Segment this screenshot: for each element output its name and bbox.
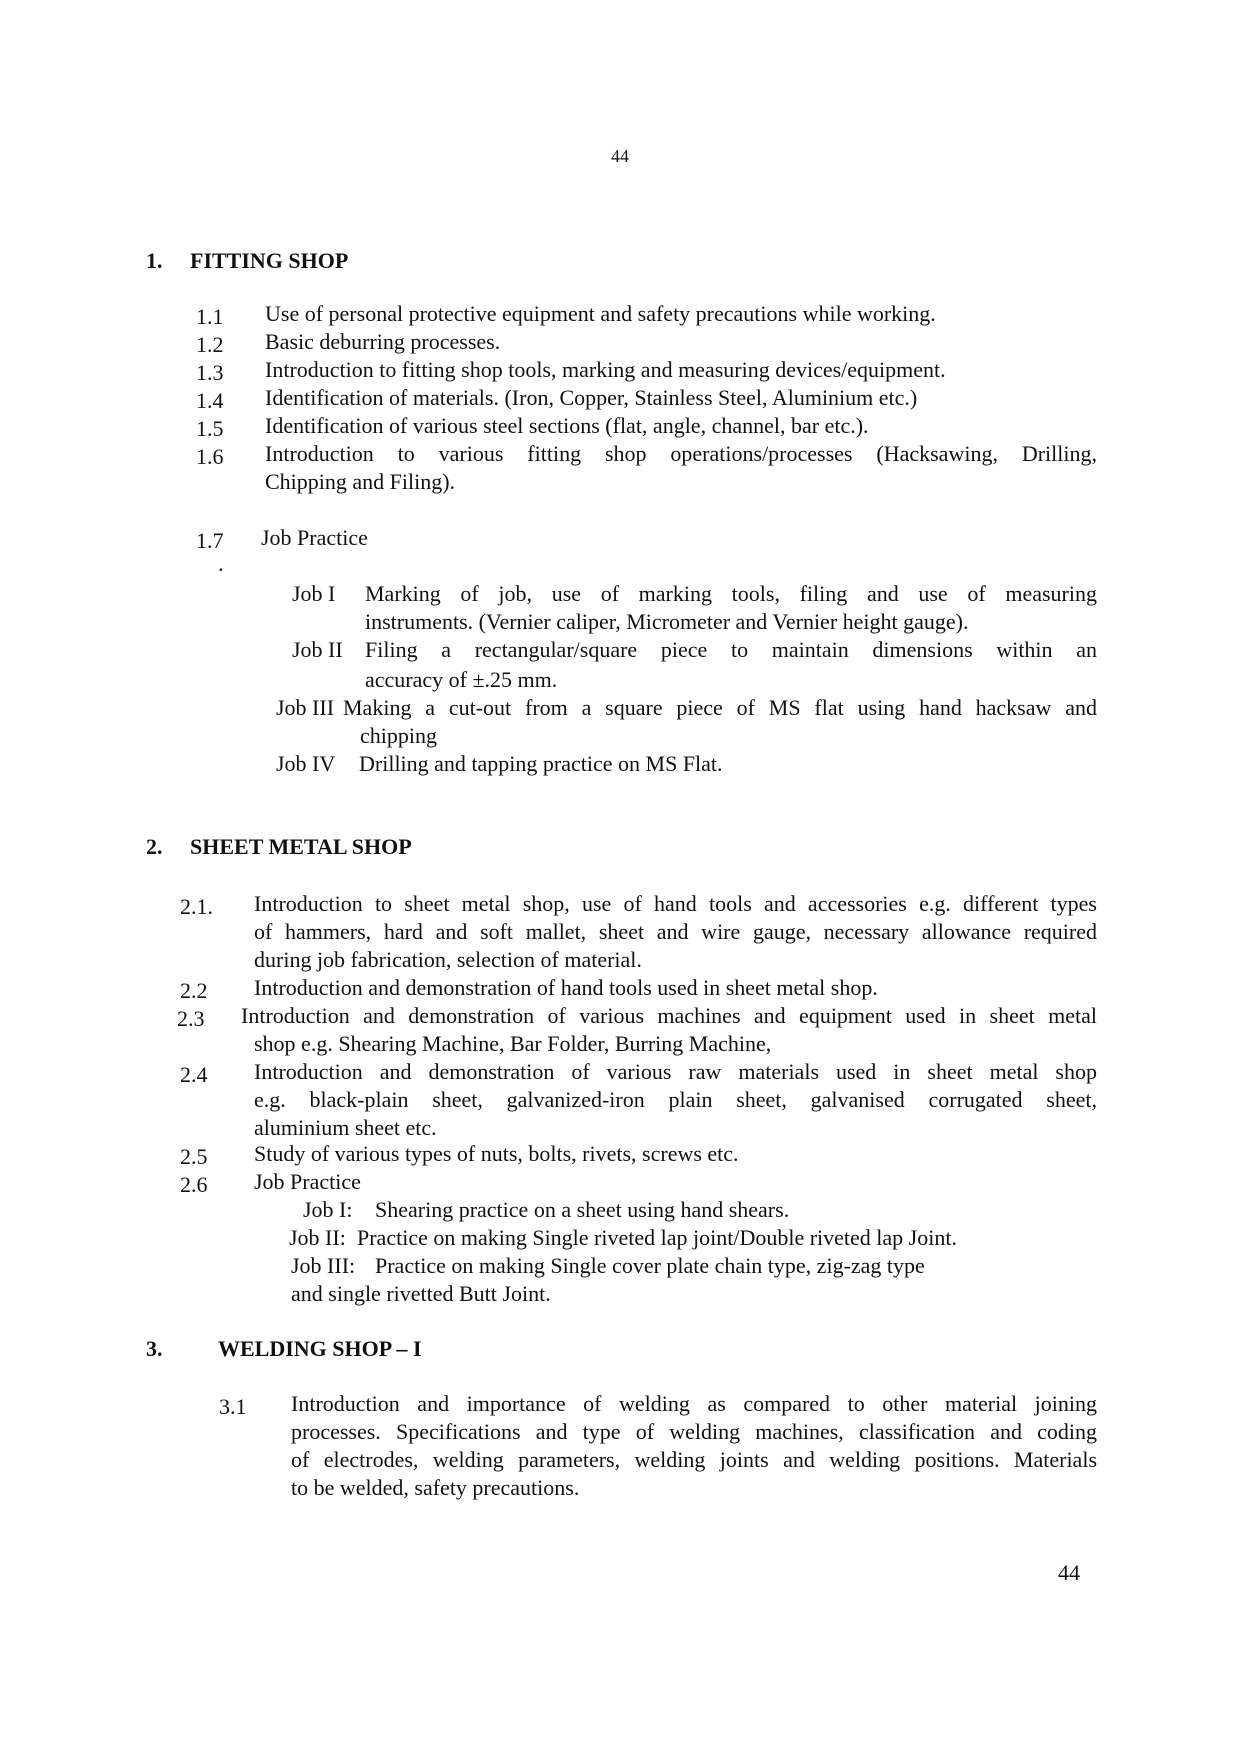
item-2-1-line2: of hammers, hard and soft mallet, sheet and wire gauge, necessary allowance required <box>254 919 1097 944</box>
item-2-4-line2: e.g. black-plain sheet, galvanized-iron plain sheet, galvanised corrugated sheet, <box>254 1087 1097 1112</box>
job-4-label: Job IV <box>276 751 336 776</box>
sheet-job-1-text: Shearing practice on a sheet using hand shears. <box>375 1197 790 1222</box>
section-3-title: WELDING SHOP – I <box>218 1336 422 1361</box>
item-3-1-line3: of electrodes, welding parameters, welding joints and welding positions. Materials <box>291 1447 1097 1472</box>
section-2-number: 2. <box>146 834 163 859</box>
item-1-4-number: 1.4 <box>196 388 224 413</box>
item-1-3-text: Introduction to fitting shop tools, marking and measuring devices/equipment. <box>265 357 946 382</box>
job-2-label: Job II <box>292 637 343 662</box>
item-1-5-text: Identification of various steel sections (flat, angle, channel, bar etc.). <box>265 413 869 438</box>
item-2-4-number: 2.4 <box>180 1062 208 1087</box>
item-1-3-number: 1.3 <box>196 360 224 385</box>
item-1-4-text: Identification of materials. (Iron, Copper, Stainless Steel, Aluminium etc.) <box>265 385 918 410</box>
job-3-line1: Making a cut-out from a square piece of MS flat using hand hacksaw and <box>343 695 1097 720</box>
item-2-5-line1: Study of various types of nuts, bolts, rivets, screws etc. <box>254 1141 739 1166</box>
item-1-7-number: 1.7 <box>196 528 224 553</box>
item-1-5-number: 1.5 <box>196 416 224 441</box>
sheet-job-2-text: Practice on making Single riveted lap joint/Double riveted lap Joint. <box>357 1225 957 1250</box>
sheet-job-2-label: Job II: <box>289 1225 346 1250</box>
item-1-1-text: Use of personal protective equipment and safety precautions while working. <box>265 301 936 326</box>
item-2-6-line1: Job Practice <box>254 1169 361 1194</box>
item-1-2-number: 1.2 <box>196 332 224 357</box>
sheet-job-1-label: Job I: <box>303 1197 353 1222</box>
item-3-1-line4: to be welded, safety precautions. <box>291 1475 580 1500</box>
item-2-1-line1: Introduction to sheet metal shop, use of hand tools and accessories e.g. different types <box>254 891 1097 916</box>
item-2-3-line1: Introduction and demonstration of various machines and equipment used in sheet metal <box>241 1003 1097 1028</box>
section-1-number: 1. <box>146 248 163 273</box>
item-1-2-text: Basic deburring processes. <box>265 329 501 354</box>
item-2-1-line3: during job fabrication, selection of material. <box>254 947 642 972</box>
job-1-line1: Marking of job, use of marking tools, filing and use of measuring <box>365 581 1097 606</box>
section-1-title: FITTING SHOP <box>190 248 349 273</box>
page-number-bottom: 44 <box>1058 1560 1080 1585</box>
item-2-5-number: 2.5 <box>180 1144 208 1169</box>
job-1-line2: instruments. (Vernier caliper, Micrometer and Vernier height gauge). <box>365 609 969 634</box>
section-2-title: SHEET METAL SHOP <box>190 834 412 859</box>
page-number-top: 44 <box>611 146 629 166</box>
item-3-1-number: 3.1 <box>219 1394 247 1419</box>
job-3-label: Job III <box>276 695 335 720</box>
item-2-2-line1: Introduction and demonstration of hand tools used in sheet metal shop. <box>254 975 878 1000</box>
item-2-4-line1: Introduction and demonstration of various raw materials used in sheet metal shop <box>254 1059 1097 1084</box>
item-1-6-line1: Introduction to various fitting shop operations/processes (Hacksawing, Drilling, <box>265 441 1097 466</box>
item-3-1-line2: processes. Specifications and type of welding machines, classification and coding <box>291 1419 1097 1444</box>
sheet-job-3-text: Practice on making Single cover plate chain type, zig-zag type <box>375 1253 925 1278</box>
job-3-line2: chipping <box>360 723 437 748</box>
item-1-1-number: 1.1 <box>196 304 224 329</box>
item-3-1-line1: Introduction and importance of welding as compared to other material joining <box>291 1391 1097 1416</box>
item-2-3-line2: shop e.g. Shearing Machine, Bar Folder, Burring Machine, <box>254 1031 772 1056</box>
sheet-job-3-label: Job III: <box>291 1253 356 1278</box>
job-1-label: Job I <box>292 581 336 606</box>
job-2-line2: accuracy of ±.25 mm. <box>365 667 558 692</box>
job-2-line1: Filing a rectangular/square piece to maintain dimensions within an <box>365 637 1097 662</box>
section-3-number: 3. <box>146 1336 163 1361</box>
sheet-job-3-line2: and single rivetted Butt Joint. <box>291 1281 551 1306</box>
item-2-4-line3: aluminium sheet etc. <box>254 1115 437 1140</box>
job-4-line1: Drilling and tapping practice on MS Flat. <box>359 751 723 776</box>
item-1-7-dot: . <box>218 551 224 576</box>
item-1-6-line2: Chipping and Filing). <box>265 469 456 494</box>
item-1-6-number: 1.6 <box>196 444 224 469</box>
item-2-3-number: 2.3 <box>177 1006 205 1031</box>
item-1-7-label: Job Practice <box>261 525 368 550</box>
item-2-1-number: 2.1. <box>180 894 213 919</box>
item-2-2-number: 2.2 <box>180 978 208 1003</box>
item-2-6-number: 2.6 <box>180 1172 208 1197</box>
